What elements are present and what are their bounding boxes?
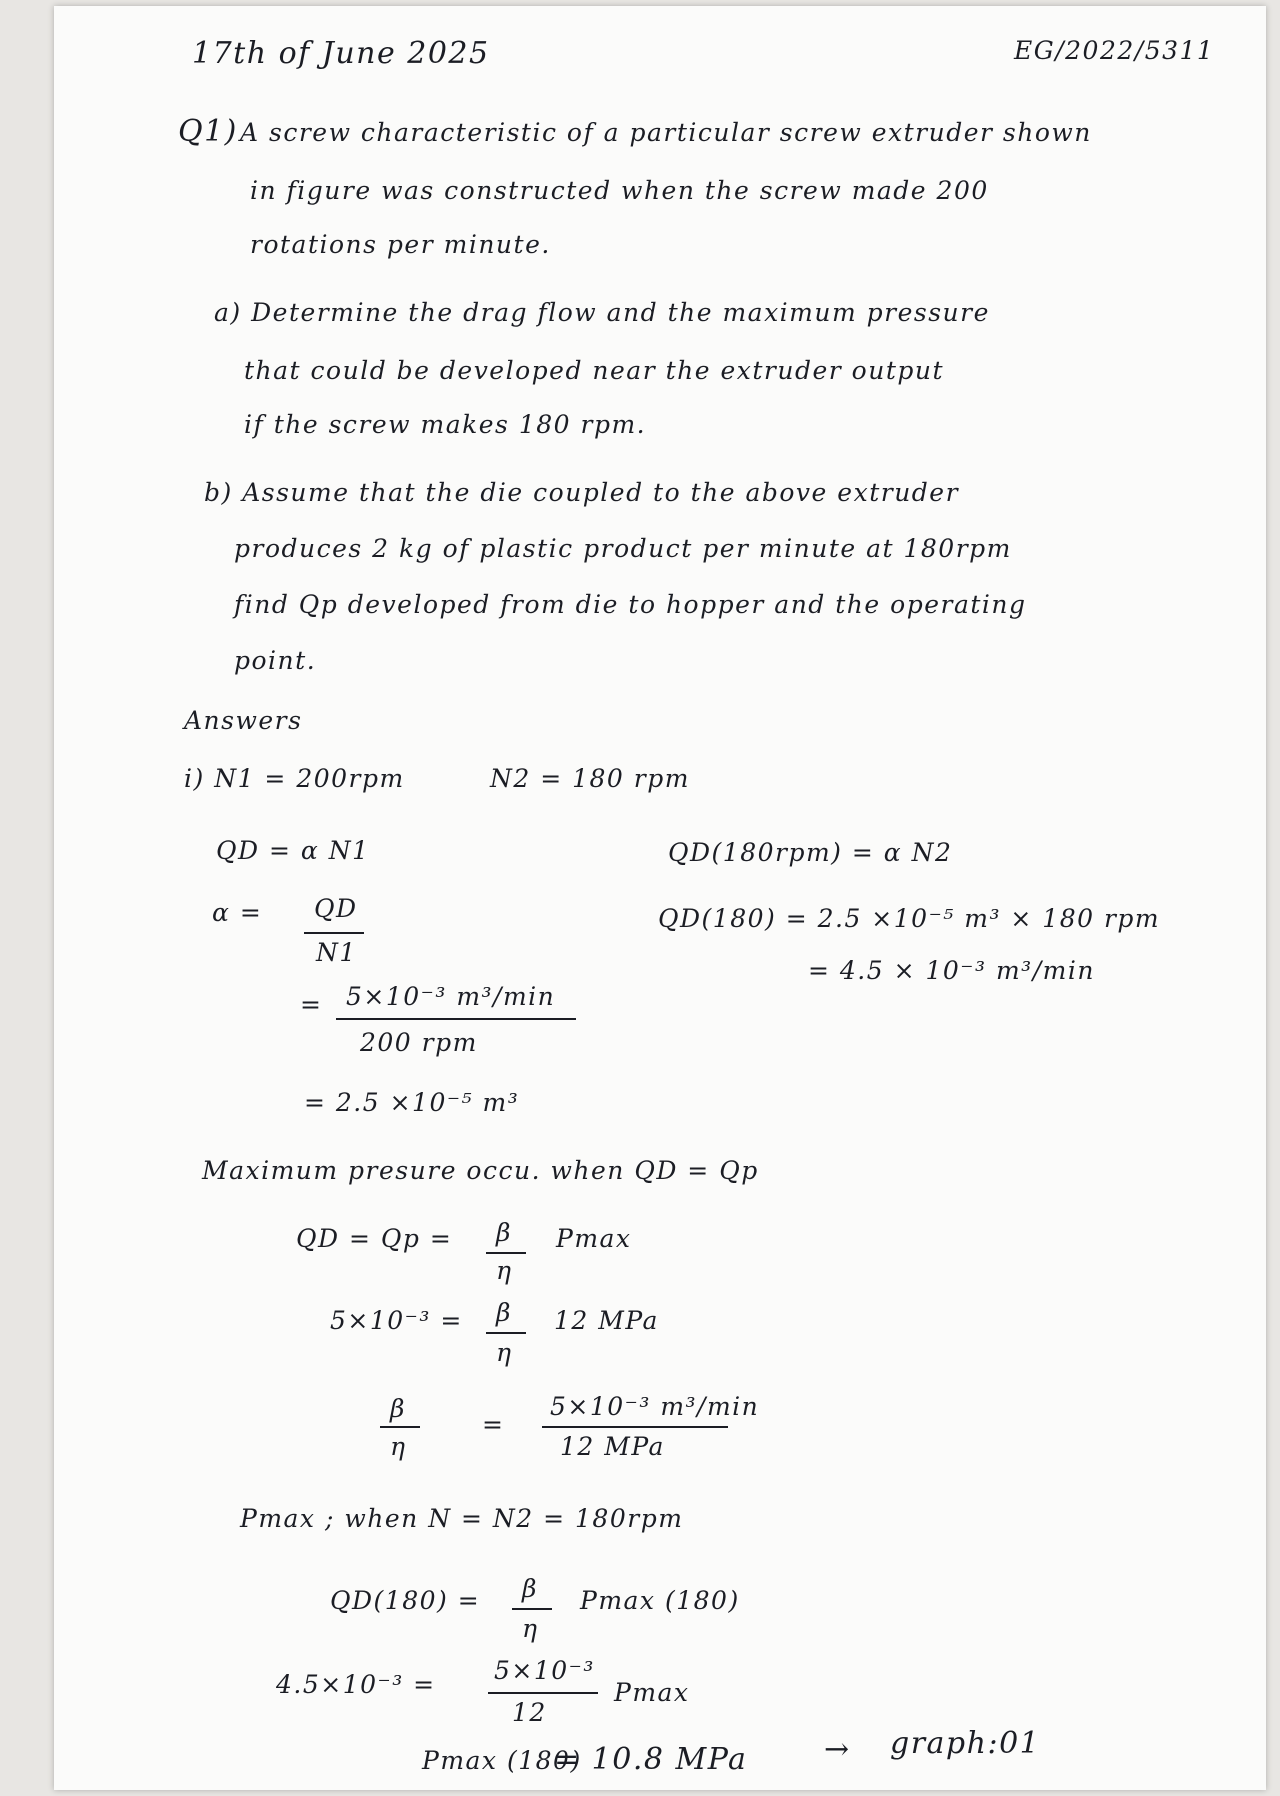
alpha-lhs: α = [212, 898, 263, 927]
alpha-eq-sign: = [300, 990, 323, 1019]
pmax-180-result: = 10.8 MPa [554, 1742, 748, 1777]
date-text: 17th of June 2025 [192, 36, 490, 71]
max-pressure-condition: Maximum presure occu. when QD = Qp [202, 1156, 759, 1185]
eq5-lhs: 4.5×10⁻³ = [276, 1670, 436, 1699]
eq4-fraction-bar [512, 1608, 552, 1610]
eq2-numerator: β [496, 1298, 512, 1327]
alpha-value-fraction-bar [336, 1018, 576, 1020]
eq1-fraction-bar [486, 1252, 526, 1254]
part-b-line-1: b) Assume that the die coupled to the above extruder [204, 478, 960, 507]
eq1-rhs: Pmax [556, 1224, 632, 1253]
eq2-lhs: 5×10⁻³ = [330, 1306, 463, 1335]
given-n2: N2 = 180 rpm [490, 764, 690, 793]
alpha-result: = 2.5 ×10⁻⁵ m³ [304, 1088, 520, 1117]
part-b-line-3: find Qp developed from die to hopper and the operating [234, 590, 1027, 619]
drag-flow-180-relation: QD(180rpm) = α N2 [668, 838, 953, 867]
eq3-eq-sign: = [482, 1410, 505, 1439]
eq3-denominator-left: η [390, 1432, 407, 1461]
part-a-line-1: a) Determine the drag flow and the maximum pressure [214, 298, 990, 327]
registration-number: EG/2022/5311 [1014, 36, 1215, 65]
question-intro-line-1: A screw characteristic of a particular screw extruder shown [240, 118, 1092, 147]
graph-reference: graph:01 [890, 1726, 1041, 1761]
alpha-value-denominator: 200 rpm [360, 1028, 478, 1057]
eq3-denominator-right: 12 MPa [560, 1432, 665, 1461]
alpha-fraction-bar [304, 932, 364, 934]
eq4-lhs: QD(180) = [330, 1586, 481, 1615]
eq2-rhs: 12 MPa [554, 1306, 659, 1335]
question-intro-line-3: rotations per minute. [250, 230, 551, 259]
eq3-left-fraction-bar [380, 1426, 420, 1428]
question-intro-line-2: in figure was constructed when the screw made 200 [250, 176, 989, 205]
part-b-line-4: point. [234, 646, 317, 675]
eq1-numerator: β [496, 1218, 512, 1247]
eq5-numerator: 5×10⁻³ [494, 1656, 595, 1685]
eq4-rhs: Pmax (180) [580, 1586, 740, 1615]
eq3-numerator-left: β [390, 1394, 406, 1423]
part-b-line-2: produces 2 kg of plastic product per minute at 180rpm [234, 534, 1012, 563]
eq3-numerator-right: 5×10⁻³ m³/min [550, 1392, 760, 1421]
notebook-page [54, 6, 1266, 1790]
question-number: Q1) [178, 114, 238, 149]
eq1-denominator: η [496, 1256, 513, 1285]
eq5-rhs: Pmax [614, 1678, 690, 1707]
drag-flow-180-substitution: QD(180) = 2.5 ×10⁻⁵ m³ × 180 rpm [658, 904, 1161, 933]
eq1-lhs: QD = Qp = [296, 1224, 453, 1253]
eq4-numerator: β [522, 1574, 538, 1603]
eq3-right-fraction-bar [542, 1426, 728, 1428]
eq5-denominator: 12 [512, 1698, 547, 1727]
eq5-fraction-bar [488, 1692, 598, 1694]
answers-heading: Answers [184, 706, 303, 735]
drag-flow-relation: QD = α N1 [216, 836, 370, 865]
eq4-denominator: η [522, 1614, 539, 1643]
alpha-value-numerator: 5×10⁻³ m³/min [346, 982, 556, 1011]
eq2-fraction-bar [486, 1332, 526, 1334]
drag-flow-180-result: = 4.5 × 10⁻³ m³/min [808, 956, 1095, 985]
part-a-line-2: that could be developed near the extruder output [244, 356, 945, 385]
pmax-180-label: Pmax (180) [422, 1746, 582, 1775]
given-n1: i) N1 = 200rpm [184, 764, 405, 793]
part-a-line-3: if the screw makes 180 rpm. [244, 410, 647, 439]
alpha-numerator: QD [314, 894, 358, 923]
alpha-denominator: N1 [316, 938, 357, 967]
right-arrow-icon: → [824, 1732, 850, 1767]
eq2-denominator: η [496, 1338, 513, 1367]
pmax-condition: Pmax ; when N = N2 = 180rpm [240, 1504, 684, 1533]
